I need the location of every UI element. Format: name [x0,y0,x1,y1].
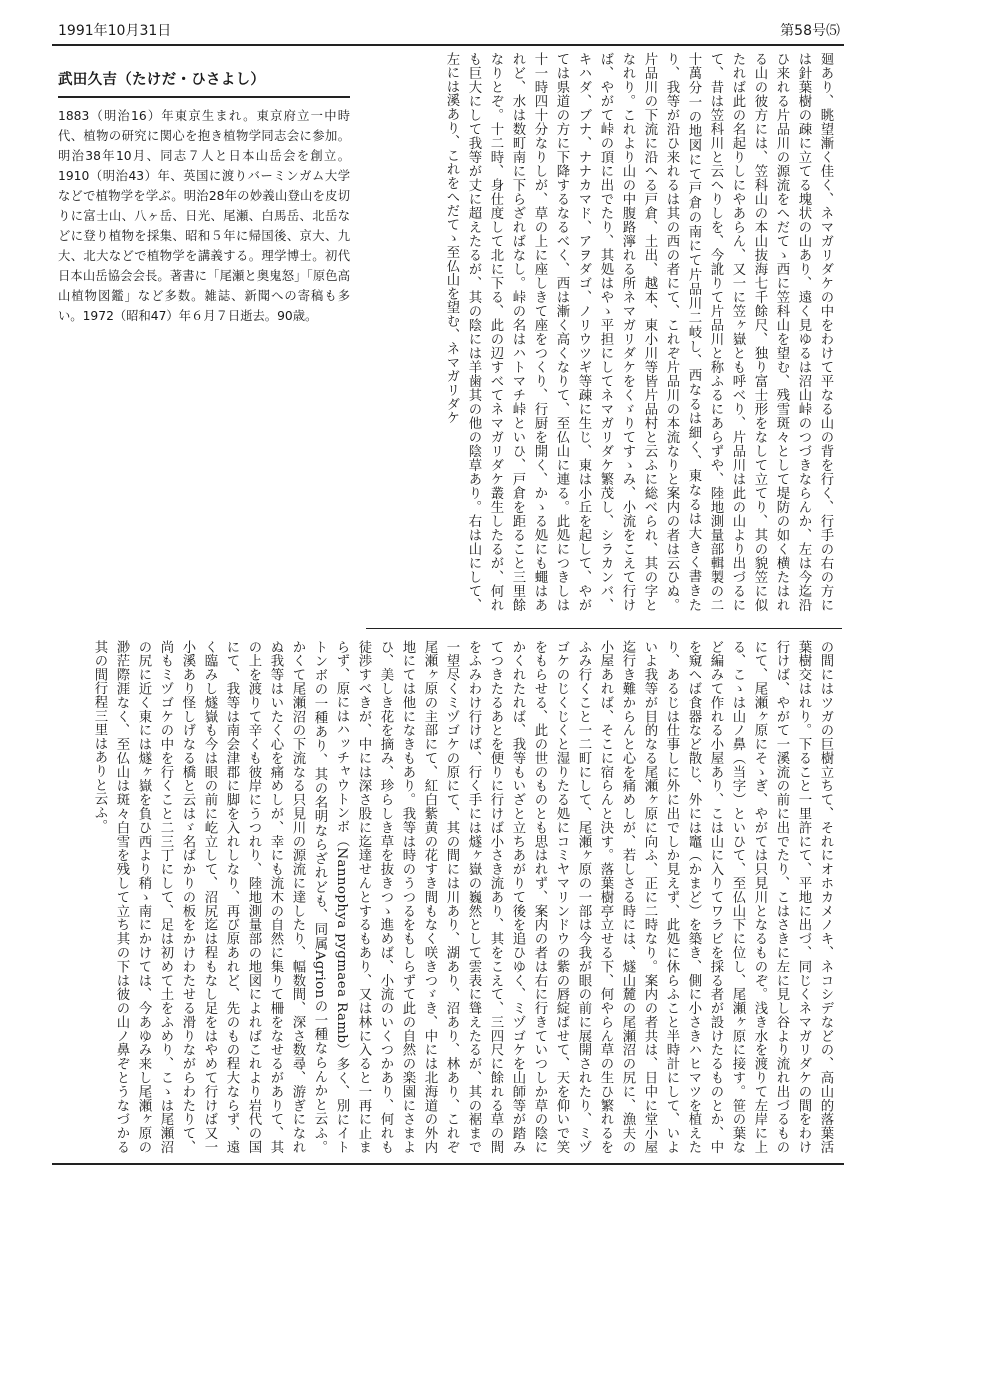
bio-text: 1883（明治16）年東京生まれ。東京府立一中時代、植物の研究に関心を抱き植物学同志会に参加。明治38年10月、同志７人と日本山岳会を創立。1910（明治43）年、英国に渡りバーミンガム大学などで植物学を学ぶ。明治28年の妙義山登山を皮切りに富士山、八ヶ岳、日光、尾瀬、白馬岳、北岳などに登り植物を採集、昭和５年に帰国後、京大、九大、北大などで植物学を講義する。理学博士。初代日本山岳協会会長。著書に「尾瀬と奥鬼怒」「原色高山植物図鑑」など多数。雑誌、新聞への寄稿も多い。1972（昭和47）年６月７日逝去。90歳。 [58,109,350,323]
article-lower-column: の間にはツガの巨樹立ちて、それにオホカメノキ、ネコシデなどの、高山的落葉活葉樹交はれり。下ること一里許にて、平地に出づ、同じくネマガリダケの間をわけ行けば、やがて一溪流の前に出でたり、こはさきに左に見し谷より流れ出づるものにて、尾瀬ヶ原にそゝぎ、やがては只見川となるものぞ。浅き水を渡りて左岸に上る、こゝは山ノ鼻（当字）といひて、至仏山下に位し、尾瀬ヶ原に接す。笹の葉など編みて作れる小屋あり、こは山に入りてワラビを採る者が設けたるものとか、中を窺へば食器など散じ、外には竈（かまど）を築き、側に小さきハヒマツを植えたり、あるじは仕事しに外に出でしか見えず、此処に休らふこと半時計にして、いよいよ我等が目的なる尾瀬ヶ原に向ふ、正に二時なり。案内の者共は、日中に堂小屋迄行き難からんと心を痛めしが、若しさる時には、燧山麓の尾瀬沼の尻に、漁夫の小屋あれば、そこに宿らんと決す。落葉樹亭立せる下、何やらん草の生ひ繁れるをふみ行くこと一二町にして、尾瀬ヶ原の一部は今我が眼の前に展開されたり、ミヅゴケのじくじくと湿りたる処にコミヤマリンドウの紫の唇綻ばせて、天を仰いで笑をもらせる、此の世のものとも思はれず、案内の者は右に行きていつしか草の陰にかくれたれば、我等もいざと立ちあがりて後を追ひゆく、ミヅゴケを山師等が踏みてつきたるあとを便りに行けば小さき流あり、其をこえて、三四尺に餘れる草の間をふみわけ行けば、行く手には燧ヶ嶽の巍然として雲表に聳えたるが、其の裾まで一望尽くミヅゴケの原にて、其の間には川あり、湖あり、沼あり、林あり、これぞ尾瀬ヶ原の主部にて、紅白紫黄の花すき間もなく咲きつゞき、中には北海道の外内地にては他になきもあり。我等は時のうつるをもしらずて此の自然の楽園にさまよひ、美しき花を摘み、珍らしき草を抜きつゝ進めば、小流のいくつかあり、何れも徒渉すべきが、中には深さ股に迄達せんとするもあり、又は林に入ると一再に止まらず、原にはハッチャウトンボ（Nannophya pygmaea Ramb）多く、別にイトトンボの一種あり、其の名明ならざれども、同属Agrionの一種ならんかと云ふ。かくて尾瀬沼の下流なる只見川の源流に達したり、幅数間、深さ数尋、游ぎになれぬ我等はいたく心を痛めしが、幸にも流木の自然に集りて柵をなせるがありて、其の上を渡りて辛くも彼岸にうつれり、陸地測量部の地図によればこれより岩代の国にて、我等は南会津郡に脚を入れしなり、再び原あれど、先のもの程大ならず、遠く臨みし燧嶽も今は眼の前に屹立して、沼尻迄は程もなし足をはやめて行けば又一小溪あり怪しげなる橋と云はゞ名ばかりの板をかけわたせる滑りながらわたりて、尚もミヅゴケの中を行くこと二三丁にして、足は初めて土をふめり、こゝは尾瀬沼の尻に近く東には燧ヶ嶽を負ひ西より稍ゝ南にかけては、今あゆみ来し尾瀬ヶ原の渺茫際涯なく、至仏山は斑々白雪を残して立ち其の下は彼の山ノ鼻ぞとうなづかる其の間行程三里はありと云ふ。 [92,640,833,1154]
column-divider [366,628,842,629]
issue-number: 第58号⑸ [780,23,840,39]
issue-date: 1991年10月31日 [58,23,172,39]
author-bio [58,68,350,326]
bottom-rule [52,1163,844,1165]
bio-name: 武田久吉（たけだ・ひさよし） [58,72,266,88]
article-upper-column: 廻あり、眺望漸く佳く、ネマガリダケの中をわけて平なる山の背を行く、行手の右の方には針葉樹の疎に立てる塊状の山あり、遠く見ゆるは沼山峠のつづきならんか、左は今迄沿ひ来れる片品川の源流をへだてゝ西に笠科山を望む、残雪斑々として堤防の如く横たはれる山の彼方には、笠科山の本山抜海七千餘尺、独り富士形をなして立てり、其の貌笠に似たれば此の名起りしにやあらん、又一に笠ヶ嶽とも呼べり、片品川は此の山より出づるにて、昔は笠科川と云へりしを、今訛りて片品川と称ふるにあらずや、陸地測量部輯製の二十萬分一の地図にて戸倉の南にて片品川二岐し、西なるは細く、東なるは大きく書きたり、我等が沿ひ来れるは其の西の者にて、これぞ片品川の本流なりと案内の者は云ひぬ。片品川の下流に沿へる戸倉、土出、越本、東小川等皆片品村と云ふに総べられ、其の字となれり。これより山の中腹路濘れる所ネマガリダケをくゞりてすゝみ、小流をこえて行けば、やがて峠の頂に出でたり、其処はやゝ平担にしてネマガリダケ繁茂し、シラカンバ、キハダ、ブナ、ナナカマド、アヲダゴ、ノリウツギ等疎に生じ、東は小丘を起して、やがては県道の方に下降するなるべく、西は漸く高くなりて、至仏山に連る。此処につきしは十一時四十分なりしが、草の上に座しきて座をつくり、行厨を開く、かゝる処にも蠅はあれど、水は数町南に下らざればなし。峠の名はハトマチ峠といひ、戸倉を距ること三里餘なりとぞ。十二時、身仕度して北に下る、此の辺すべてネマガリダケ叢生したるが、何れも巨大にして我等が丈に超えたるが、其の陰には羊歯其の他の陰草あり。右は山にして、左には溪あり、これをへだてゝ至仏山を望む、ネマガリダケ [444,52,833,612]
top-rule [52,44,844,46]
bio-rule [58,96,350,98]
